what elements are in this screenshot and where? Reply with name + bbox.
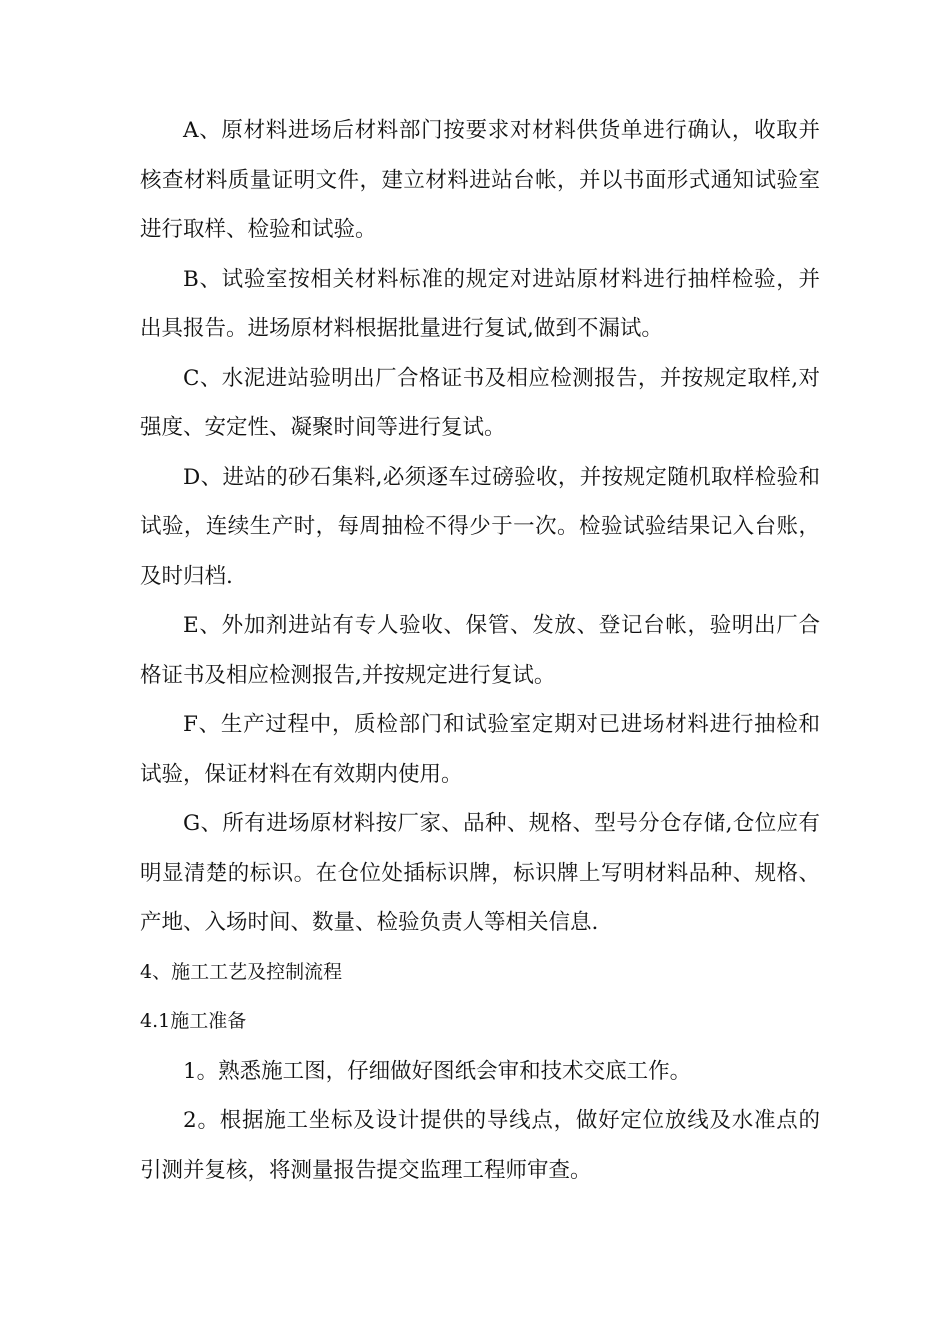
- subsection-heading: 4.1施工准备: [140, 1010, 247, 1032]
- paragraph-f: F、生产过程中，质检部门和试验室定期对已进场材料进行抽检和试验，保证材料在有效期内使用。: [140, 712, 820, 787]
- paragraph-e: E、外加剂进站有专人验收、保管、发放、登记台帐，验明出厂合格证书及相应检测报告,并按规定进行复试。: [140, 613, 820, 688]
- paragraph-c: C、水泥进站验明出厂合格证书及相应检测报告，并按规定取样,对强度、安定性、凝聚时间等进行复试。: [140, 365, 820, 440]
- paragraph-a: A、原材料进场后材料部门按要求对材料供货单进行确认，收取并核查材料质量证明文件，建立材料进站台帐，并以书面形式通知试验室进行取样、检验和试验。: [140, 118, 820, 242]
- list-item-1: 1。熟悉施工图，仔细做好图纸会审和技术交底工作。: [183, 1058, 692, 1084]
- paragraph-b: B、试验室按相关材料标准的规定对进站原材料进行抽样检验，并出具报告。进场原材料根据批量进行复试,做到不漏试。: [140, 266, 820, 341]
- paragraph-d: D、进站的砂石集料,必须逐车过磅验收，并按规定随机取样检验和试验，连续生产时，每周抽检不得少于一次。检验试验结果记入台账，及时归档.: [140, 464, 820, 589]
- section-heading: 4、施工工艺及控制流程: [140, 960, 343, 983]
- document-page: [140, 106, 820, 1195]
- paragraph-g: G、所有进场原材料按厂家、品种、规格、型号分仓存储,仓位应有明显清楚的标识。在仓位处插标识牌，标识牌上写明材料品种、规格、产地、入场时间、数量、检验负责人等相关信息.: [140, 811, 820, 935]
- list-item-2: 2。根据施工坐标及设计提供的导线点，做好定位放线及水准点的引测并复核，将测量报告提交监理工程师审查。: [140, 1108, 820, 1183]
